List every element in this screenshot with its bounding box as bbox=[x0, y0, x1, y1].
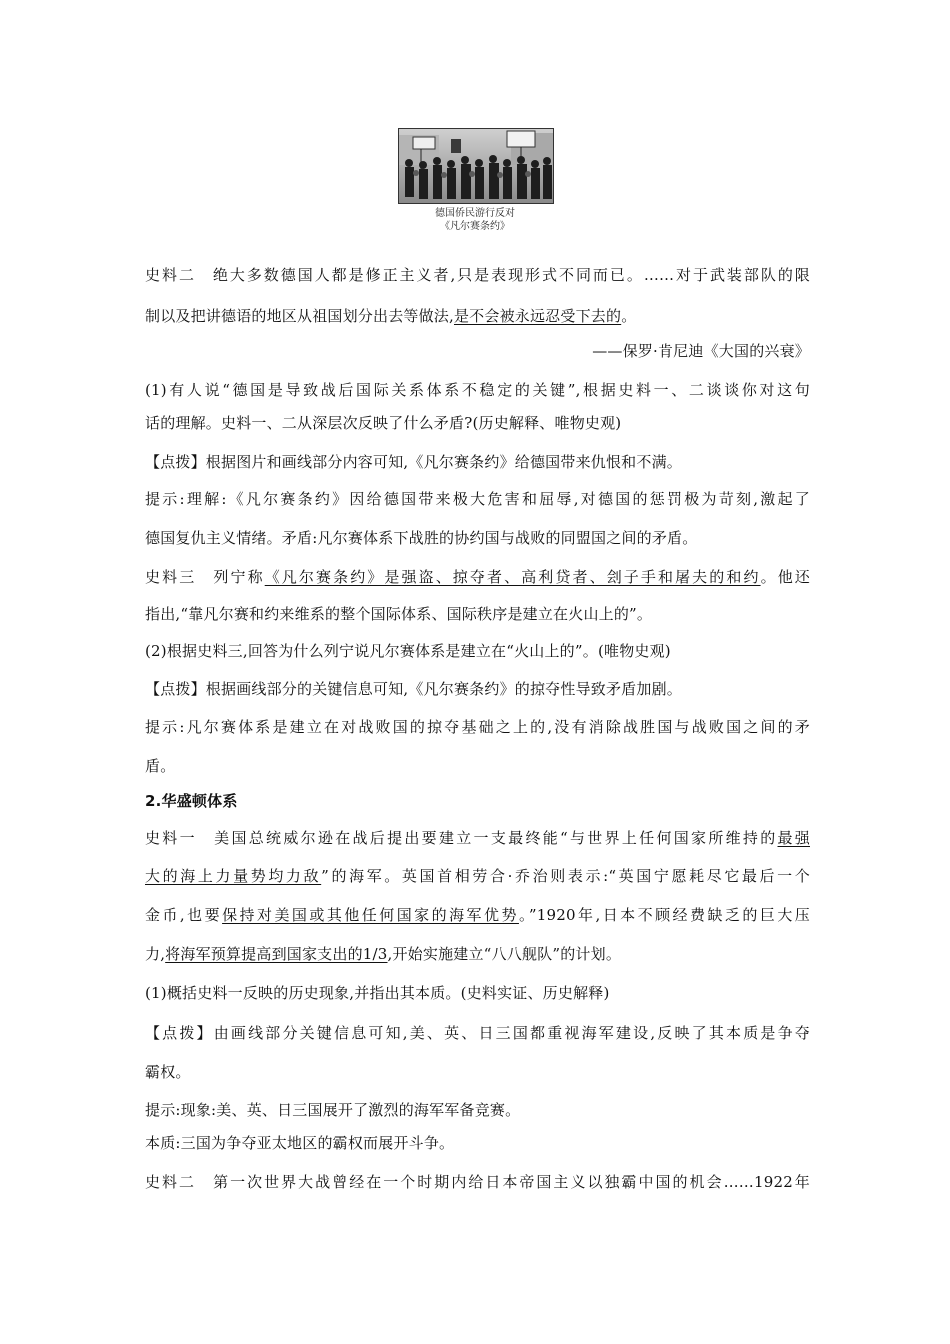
text-line bbox=[145, 641, 810, 661]
text-segment: ”的海军。英国首相劳合·乔治则表示:“英国宁愿耗尽它最后一个 bbox=[321, 867, 810, 885]
text-segment: 史料三 列宁称 bbox=[145, 568, 265, 586]
text-segment: 提示:理解:《凡尔赛条约》因给德国带来极大危害和屈辱,对德国的惩罚极为苛刻,激起了 bbox=[145, 490, 810, 508]
text-line bbox=[145, 905, 810, 925]
text-segment: (2)根据史料三,回答为什么列宁说凡尔赛体系是建立在“火山上的”。(唯物史观) bbox=[145, 642, 671, 660]
text-segment: (1)概括史料一反映的历史现象,并指出其本质。(史料实证、历史解释) bbox=[145, 984, 610, 1002]
text-segment: 指出,“靠凡尔赛和约来维系的整个国际体系、国际秩序是建立在火山上的”。 bbox=[145, 605, 653, 623]
text-segment: 制以及把讲德语的地区从祖国划分出去等做法, bbox=[145, 307, 454, 325]
text-segment: ,开始实施建立“八八舰队”的计划。 bbox=[387, 945, 622, 963]
text-segment: 。他还 bbox=[760, 568, 810, 586]
underlined-text: 最强 bbox=[777, 829, 810, 847]
underlined-text: 《凡尔赛条约》是强盗、掠夺者、高利贷者、刽子手和屠夫的和约 bbox=[264, 568, 761, 586]
underlined-text: 是不会被永远忍受下去的 bbox=[453, 307, 622, 325]
text-segment: 金币,也要 bbox=[145, 906, 223, 924]
text-line bbox=[145, 341, 810, 361]
text-line bbox=[145, 866, 810, 886]
text-segment: 本质:三国为争夺亚太地区的霸权而展开斗争。 bbox=[145, 1134, 455, 1152]
text-segment: 史料一 美国总统威尔逊在战后提出要建立一支最终能“与世界上任何国家所维持的 bbox=[145, 829, 778, 847]
text-segment: 德国复仇主义情绪。矛盾:凡尔赛体系下战胜的协约国与战败的同盟国之间的矛盾。 bbox=[145, 529, 698, 547]
text-segment: ——保罗·肯尼迪《大国的兴衰》 bbox=[592, 342, 810, 360]
text-segment: 话的理解。史料一、二从深层次反映了什么矛盾?(历史解释、唯物史观) bbox=[145, 414, 622, 432]
text-segment: 史料二 绝大多数德国人都是修正主义者,只是表现形式不同而已。……对于武装部队的限 bbox=[145, 266, 810, 284]
text-line bbox=[145, 413, 810, 433]
text-line bbox=[145, 604, 810, 624]
text-line bbox=[145, 452, 810, 472]
underlined-text: 大的海上力量势均力敌 bbox=[145, 867, 322, 885]
text-line bbox=[145, 791, 810, 811]
text-line bbox=[145, 265, 810, 285]
underlined-text: 保持对美国或其他任何国家的海军优势 bbox=[222, 906, 519, 924]
text-line bbox=[145, 1023, 810, 1043]
text-segment: 霸权。 bbox=[145, 1063, 191, 1081]
text-segment: 2.华盛顿体系 bbox=[145, 792, 238, 810]
protest-photo-illustration bbox=[399, 129, 553, 203]
photo-caption-line2: 《凡尔赛条约》 bbox=[440, 221, 510, 232]
text-line bbox=[145, 1172, 810, 1192]
text-line bbox=[145, 489, 810, 509]
text-line bbox=[145, 983, 810, 1003]
text-line bbox=[145, 717, 810, 737]
text-line bbox=[145, 756, 810, 776]
underlined-text: 将海军预算提高到国家支出的1/3 bbox=[165, 945, 388, 963]
text-line bbox=[145, 380, 810, 400]
text-line bbox=[145, 306, 810, 326]
text-segment: 。 bbox=[621, 307, 637, 325]
text-segment: 【点拨】根据图片和画线部分内容可知,《凡尔赛条约》给德国带来仇恨和不满。 bbox=[145, 453, 682, 471]
text-segment: 【点拨】根据画线部分的关键信息可知,《凡尔赛条约》的掠夺性导致矛盾加剧。 bbox=[145, 680, 682, 698]
text-line bbox=[145, 944, 810, 964]
text-line bbox=[145, 1062, 810, 1082]
text-segment: (1)有人说“德国是导致战后国际关系体系不稳定的关键”,根据史料一、二谈谈你对这句 bbox=[145, 381, 810, 399]
text-segment: 。”1920年,日本不顾经费缺乏的巨大压 bbox=[518, 906, 810, 924]
text-line bbox=[145, 679, 810, 699]
text-line bbox=[145, 828, 810, 848]
text-line bbox=[145, 528, 810, 548]
text-segment: 提示:凡尔赛体系是建立在对战败国的掠夺基础之上的,没有消除战胜国与战败国之间的矛 bbox=[145, 718, 810, 736]
photo-caption-line1: 德国侨民游行反对 bbox=[435, 208, 515, 219]
protest-photo bbox=[398, 128, 554, 204]
text-segment: 史料二 第一次世界大战曾经在一个时期内给日本帝国主义以独霸中国的机会……1922年 bbox=[145, 1173, 810, 1191]
text-segment: 【点拨】由画线部分关键信息可知,美、英、日三国都重视海军建设,反映了其本质是争夺 bbox=[145, 1024, 810, 1042]
text-line bbox=[145, 1133, 810, 1153]
text-segment: 提示:现象:美、英、日三国展开了激烈的海军军备竞赛。 bbox=[145, 1101, 521, 1119]
text-segment: 盾。 bbox=[145, 757, 176, 775]
text-segment: 力, bbox=[145, 945, 166, 963]
text-line bbox=[145, 1100, 810, 1120]
text-line bbox=[145, 567, 810, 587]
